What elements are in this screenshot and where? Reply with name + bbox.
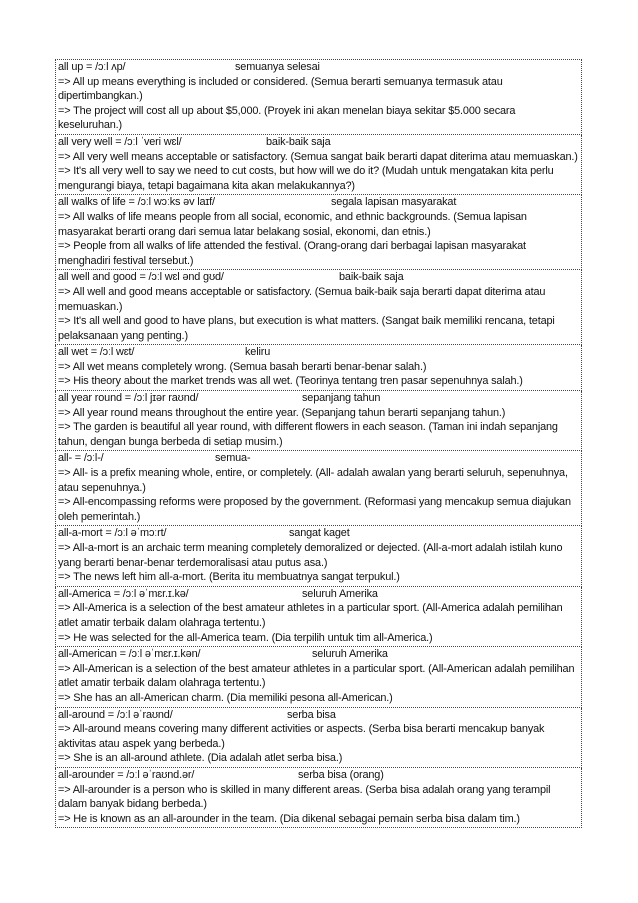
entry-block	[55, 526, 582, 586]
example-definition: => All up means everything is included or considered. (Semua berarti semuanya termasuk atau dipertimbangkan.)	[58, 75, 503, 103]
entry-term: all very well = /ɔːl ˈveri wɛl/	[58, 135, 182, 148]
entry-header	[58, 195, 579, 210]
example-sentence: => All-encompassing reforms were proposed by the government. (Reformasi yang mencakup semua diajukan oleh pemerintah.)	[58, 496, 571, 523]
entry-meaning: baik-baik saja	[266, 135, 331, 148]
example-definition: => All very well means acceptable or satisfactory. (Semua sangat baik berarti dapat diterima atau memuaskan.)	[58, 150, 578, 163]
example-sentence: => The news left him all-a-mort. (Berita itu membuatnya sangat terpukul.)	[58, 571, 400, 584]
example-sentence: => His theory about the market trends was all wet. (Teorinya tentang tren pasar sepenuhnya salah.)	[58, 375, 523, 388]
entry-meaning: semuanya selesai	[235, 61, 320, 73]
entry-term: all wet = /ɔːl wɛt/	[58, 346, 135, 359]
entry-header	[58, 526, 579, 541]
example-definition: => All wet means completely wrong. (Semua basah berarti benar-benar salah.)	[58, 360, 427, 373]
entry-block	[55, 391, 582, 451]
entry-block	[55, 451, 582, 526]
example-definition: => All-around means covering many different activities or aspects. (Serba bisa berarti mencakup banyak aktivitas atau aspek yang berbeda.)	[58, 723, 545, 750]
entry-meaning: seluruh Amerika	[302, 587, 378, 600]
entry-meaning: serba bisa	[287, 708, 336, 721]
entry-header	[58, 135, 579, 150]
entry-block	[55, 647, 582, 707]
entry-block	[55, 587, 582, 647]
entry-header	[58, 270, 579, 285]
example-sentence: => He was selected for the all-America team. (Dia terpilih untuk tim all-America.)	[58, 631, 433, 644]
entry-term: all- = /ɔːl-/	[58, 452, 104, 465]
entry-header	[58, 391, 579, 406]
example-sentence: => It's all well and good to have plans, but execution is what matters. (Sangat baik memiliki rencana, tetapi pelaksanaan yang penting.)	[58, 315, 555, 342]
entry-header	[58, 587, 579, 602]
entry-header	[58, 647, 579, 662]
entry-meaning: baik-baik saja	[339, 271, 404, 284]
example-definition: => All-a-mort is an archaic term meaning completely demoralized or dejected. (All-a-mort adalah istilah kuno yang berarti benar-benar terdemoralisasi atau putus asa.)	[58, 542, 563, 569]
entry-block	[55, 708, 582, 768]
entry-meaning: seluruh Amerika	[312, 648, 388, 661]
entry-block	[55, 195, 582, 270]
entry-term: all-around = /ɔːl əˈraʊnd/	[58, 708, 173, 721]
entry-term: all-arounder = /ɔːl əˈraʊnd.ər/	[58, 768, 195, 781]
example-definition: => All-American is a selection of the best amateur athletes in a particular sport. (All-American adalah pemilihan atlet amatir terbaik dalam olahraga tertentu.)	[58, 662, 575, 690]
entry-meaning: sepanjang tahun	[302, 392, 381, 405]
entry-meaning: semua-	[215, 452, 251, 465]
entry-term: all year round = /ɔːl jɪər raʊnd/	[58, 392, 199, 405]
glossary-page	[55, 59, 582, 828]
entry-term: all-American = /ɔːl əˈmɛr.ɪ.kən/	[58, 648, 201, 661]
entry-header	[58, 60, 579, 75]
entry-block	[55, 345, 582, 391]
entry-meaning: segala lapisan masyarakat	[331, 196, 457, 209]
example-definition: => All walks of life means people from all social, economic, and ethnic backgrounds. (Semua lapisan masyarakat berarti orang dari semua latar belakang sosial, ekonomi, dan etnis.)	[58, 210, 527, 238]
example-definition: => All well and good means acceptable or satisfactory. (Semua baik-baik saja berarti dapat diterima atau memuaskan.)	[58, 285, 546, 313]
entry-term: all walks of life = /ɔːl wɔːks əv laɪf/	[58, 196, 215, 209]
example-sentence: => People from all walks of life attended the festival. (Orang-orang dari berbagai lapisan masyarakat menghadiri festival tersebut.)	[58, 240, 526, 267]
example-definition: => All year round means throughout the entire year. (Sepanjang tahun berarti sepanjang tahun.)	[58, 406, 506, 419]
entry-block	[55, 135, 582, 195]
entry-term: all-America = /ɔːl əˈmɛr.ɪ.kə/	[58, 587, 189, 600]
entry-block	[55, 59, 582, 135]
example-definition: => All-America is a selection of the best amateur athletes in a particular sport. (All-America adalah pemilihan atlet amatir terbaik dalam olahraga tertentu.)	[58, 602, 563, 629]
entry-term: all-a-mort = /ɔːl əˈmɔːrt/	[58, 527, 167, 540]
entry-meaning: sangat kaget	[289, 527, 350, 540]
example-sentence: => The project will cost all up about $5,000. (Proyek ini akan menelan biaya sekitar $5.000 secara keseluruhan.)	[58, 104, 516, 132]
entry-header	[58, 345, 579, 360]
example-definition: => All- is a prefix meaning whole, entire, or completely. (All- adalah awalan yang berarti seluruh, sepenuhnya, atau sepenuhnya.)	[58, 467, 568, 494]
entry-meaning: keliru	[245, 346, 271, 359]
entry-term: all up = /ɔːl ʌp/	[58, 61, 126, 73]
example-sentence: => She has an all-American charm. (Dia memiliki pesona all-American.)	[58, 691, 393, 704]
example-sentence: => She is an all-around athlete. (Dia adalah atlet serba bisa.)	[58, 752, 343, 765]
entry-term: all well and good = /ɔːl wɛl ənd gʊd/	[58, 271, 224, 284]
entry-meaning: serba bisa (orang)	[298, 768, 384, 781]
entry-header	[58, 708, 579, 723]
example-definition: => All-arounder is a person who is skilled in many different areas. (Serba bisa adalah orang yang terampil dalam banyak bidang berbeda.)	[58, 783, 551, 811]
entry-header	[58, 451, 579, 466]
example-sentence: => It's all very well to say we need to cut costs, but how will we do it? (Mudah untuk mengatakan kita perlu mengurangi biaya, tetapi bagaimana kita akan melakukannya?)	[58, 165, 554, 192]
entry-header	[58, 768, 579, 783]
example-sentence: => He is known as an all-arounder in the team. (Dia dikenal sebagai pemain serba bisa dalam tim.)	[58, 812, 520, 825]
entry-block	[55, 270, 582, 345]
entry-block	[55, 768, 582, 828]
example-sentence: => The garden is beautiful all year round, with different flowers in each season. (Taman ini indah sepanjang tahun, dengan bunga berbeda di setiap musim.)	[58, 421, 558, 448]
